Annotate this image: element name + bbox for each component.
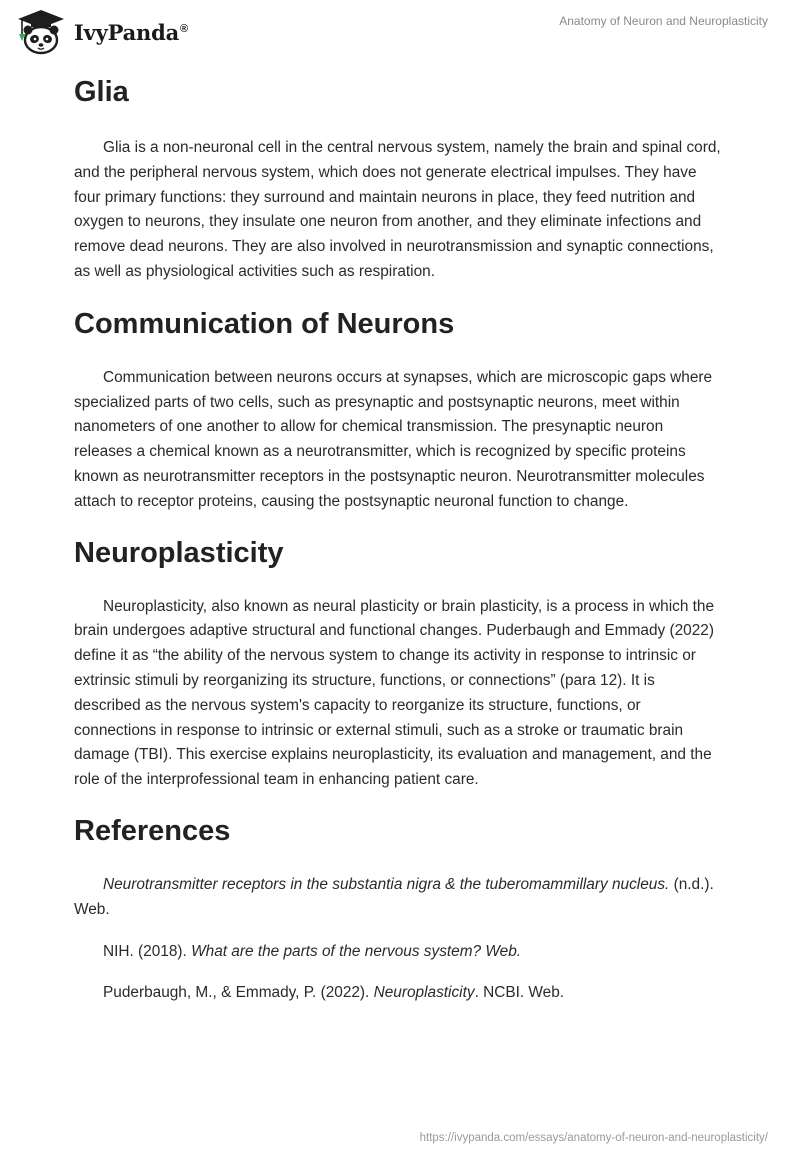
reference-details: (n.d.). Web.	[74, 875, 714, 918]
logo-wordmark: IvyPanda®	[74, 19, 188, 45]
section-paragraph: Glia is a non-neuronal cell in the central nervous system, namely the brain and spinal cord, and the peripheral nervous system, which does not generate electrical impulses. They have four primary functions: they surround and maintain neurons in place, they feed nutrition and oxygen to neurons, they insulate one neuron from another, and they eliminate infections and remove dead neurons. They are also involved in neurotransmission and synaptic connections, as well as physiological activities such as respiration.	[74, 139, 721, 280]
document-title: Anatomy of Neuron and Neuroplasticity	[559, 14, 768, 28]
panda-graduation-cap-icon	[14, 8, 68, 56]
section-communication-of-neurons	[74, 304, 724, 515]
reference-title: Neurotransmitter receptors in the substantia nigra & the tuberomammillary nucleus.	[103, 875, 670, 893]
reference-item	[74, 940, 724, 965]
article-content	[74, 70, 724, 1006]
reference-author: NIH. (2018).	[103, 942, 192, 960]
reference-details: . NCBI. Web.	[474, 984, 565, 1002]
section-heading: Neuroplasticity	[74, 536, 284, 569]
footer-source-url[interactable]: https://ivypanda.com/essays/anatomy-of-neuron-and-neuroplasticity/	[419, 1132, 768, 1144]
section-paragraph: Communication between neurons occurs at synapses, which are microscopic gaps where specialized parts of two cells, such as presynaptic and postsynaptic neurons, meet within nanometers of one another to allow for chemical transmission. The presynaptic neuron releases a chemical known as a neurotransmitter, which is recognized by specific proteins known as neurotransmitter receptors in the postsynaptic neuron. Neurotransmitter molecules attach to receptor proteins, causing the postsynaptic neuronal function to change.	[74, 368, 713, 510]
reference-item	[74, 873, 724, 923]
section-references	[74, 811, 724, 1006]
reference-item	[74, 981, 724, 1006]
section-paragraph: Neuroplasticity, also known as neural plasticity or brain plasticity, is a process in which the brain undergoes adaptive structural and functional changes. Puderbaugh and Emmady (2022) define it as “the ability of the nervous system to change its activity in response to intrinsic or extrinsic stimuli by reorganizing its structure, functions, or connections” (para 12). It is described as the nervous system's capacity to reorganize its structure, functions, or connections in response to intrinsic or external stimuli, such as a stroke or traumatic brain damage (TBI). This exercise explains neuroplasticity, its evaluation and management, and the role of the interprofessional team in enhancing patient care.	[74, 597, 715, 789]
reference-author: Puderbaugh, M., & Emmady, P. (2022).	[103, 984, 374, 1002]
section-glia	[74, 72, 724, 285]
section-neuroplasticity	[74, 533, 724, 793]
reference-title: Neuroplasticity	[373, 984, 475, 1002]
section-heading: References	[74, 814, 231, 847]
ivypanda-logo[interactable]	[14, 8, 188, 56]
section-heading: Communication of Neurons	[74, 307, 455, 340]
reference-title: What are the parts of the nervous system? Web.	[191, 942, 522, 960]
page-header	[0, 0, 800, 62]
section-heading: Glia	[74, 76, 129, 108]
